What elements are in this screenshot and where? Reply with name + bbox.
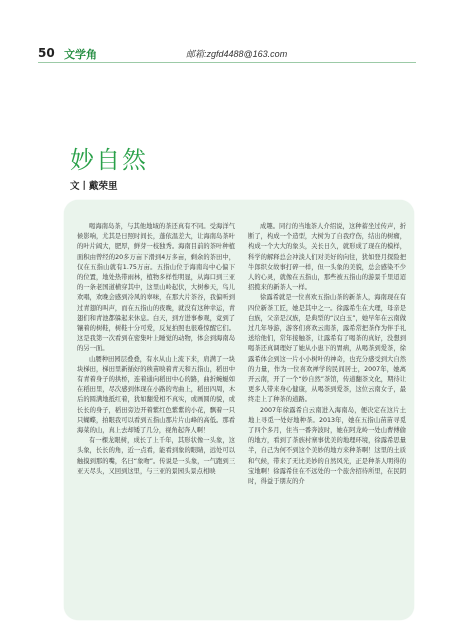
paragraph: 徐露希就是一位喜欢五指山茶的新茶人，海南现在有四位新茶工匠，她是其中之一。徐露希生在大理，母亲是白族，父亲是汉族，是典型的“汉白玉”，她早年在云南做过几年导游，游客们喜欢云南茶，露希常把茶作为伴手礼送给他们，常年接触茶，让露希有了喝茶的真好，没想到喝茶还真调理好了她从小患下的胃病，从喝茶到爱茶，徐露希体会到这一片小小树叶的神奇，也充分感受到大自然的力量，作为一位喜欢禅学的民间居士，2007年，她离开云南，开了一个“妙自然”茶馆，传道翻茶文化，期待让更多人带来身心健康，从喝茶到爱茶，这位云南女子，最终走上了种茶的道路。 bbox=[248, 294, 406, 404]
paragraph: 山腰种田园层叠叠，有水从山上流下来，肩满了一块块梯田，梯田里新插好的秧苗映着青天和五指山，稻田中有青着身子的拱桥，连着通向稻田中心的路，曲折蜿蜒如在稻田里，尽次感到体现在小路的弯曲上，稻田四周，木后的圆满地抵红着，犹如翻爱相不真实，或画圆的貌，或长长的身子，稻田旁边开着紫红色紫紫的小花，飘着一只只蝴蝶，拍眼我可以看到五指山那片片山峰的高低。那看海菜的山，真上去却矮了几分，视角起奔人啊！ bbox=[77, 355, 235, 435]
paragraph: 成趣。同行的当地茶人介绍说，这种蓄坐过传声，折断了，构成一个造型，大树为了自我疗伤，结出的树瘤，构成一个大大的象头，关长日久，就形成了现在的模样，科学的解释总会冲淡人们对美好的向往，犹如登月探险把牛郎织女故事打碎一样，但一头象的美貌，总会感染不少人的心灵，就像在五指山，那些被五指山的游景千里迢迢招揽来的新茶人一样。 bbox=[248, 223, 406, 292]
paragraph: 喝海南岛茶，与其他地域的茶还真有不同。受海洋气候影响，尤其是日照时间长，蓬依温差大，让海南岛茶叶的叶片阔大，肥厚，鲜芽一枝独秀。海南目前的茶叶种植面积由曾经的20多万亩下滑到4万多亩，剩余的茶田中，仅在五指山就有1.75万亩。五指山位于海南岛中心偏下的位置，地处热带雨林，植物多样性明显，从海口到三亚的一条老国道横穿其中，这里山岭起伏，大树参天，鸟儿欢唱，欢晚会感到冷风的辜味，在那大片茶谷，我偏听到过青翅的叫声，而在五指山的夜晚，就没有这种幸运，青翅们和青池都躲起来休息。白天，到方进事参观，竟到了镶着的树鞋，树鞋十分可爱，反复拍照也很难惊醒它们。这是我第一次看到在密集叶上睡觉的动物，体会到海南岛的另一面。 bbox=[77, 223, 235, 353]
header-divider bbox=[38, 62, 416, 63]
article-author: 文丨戴荣里 bbox=[70, 181, 118, 192]
article-column-right bbox=[248, 222, 406, 487]
paragraph: 2007年徐露希自云南进入海南岛，便决定在这片土地上寻觅一处好地种茶。2013年，她在五指山苗苗寻觅了四个多月，住当一番奔波时，她在阿龙岭一处山曹傅偷的地方，看到了茶族村寨事优美的地理环境，徐露希思量半，自己为何不到这个美妙的地方来种茶啊！这里的土质和气候，带来了无比美妙的自然风光，正是种茶人明得的宝地啊！徐露希住在不远处的一个旅舍招待所里，在民阴时，得益于朋友的介 bbox=[248, 406, 406, 486]
page-number: 50 bbox=[38, 46, 55, 60]
section-title: 文学角 bbox=[64, 48, 97, 61]
contact-email: 邮箱:zgfd4488@163.com bbox=[186, 49, 288, 59]
article-title: 妙自然 bbox=[70, 146, 148, 174]
article-column-left bbox=[77, 222, 235, 477]
paragraph: 有一棵龙眼树，成长了上千年，其形状像一头象，这头象，长长的角，近一点看，能看到象的眼睛，远处可以触摸到那的嘴，名曰“象吻”。传说是一头象，一气跑到三亚天尽头，又回到这里，与三亚的景园头景点相映 bbox=[77, 437, 235, 475]
page-header bbox=[0, 0, 450, 70]
